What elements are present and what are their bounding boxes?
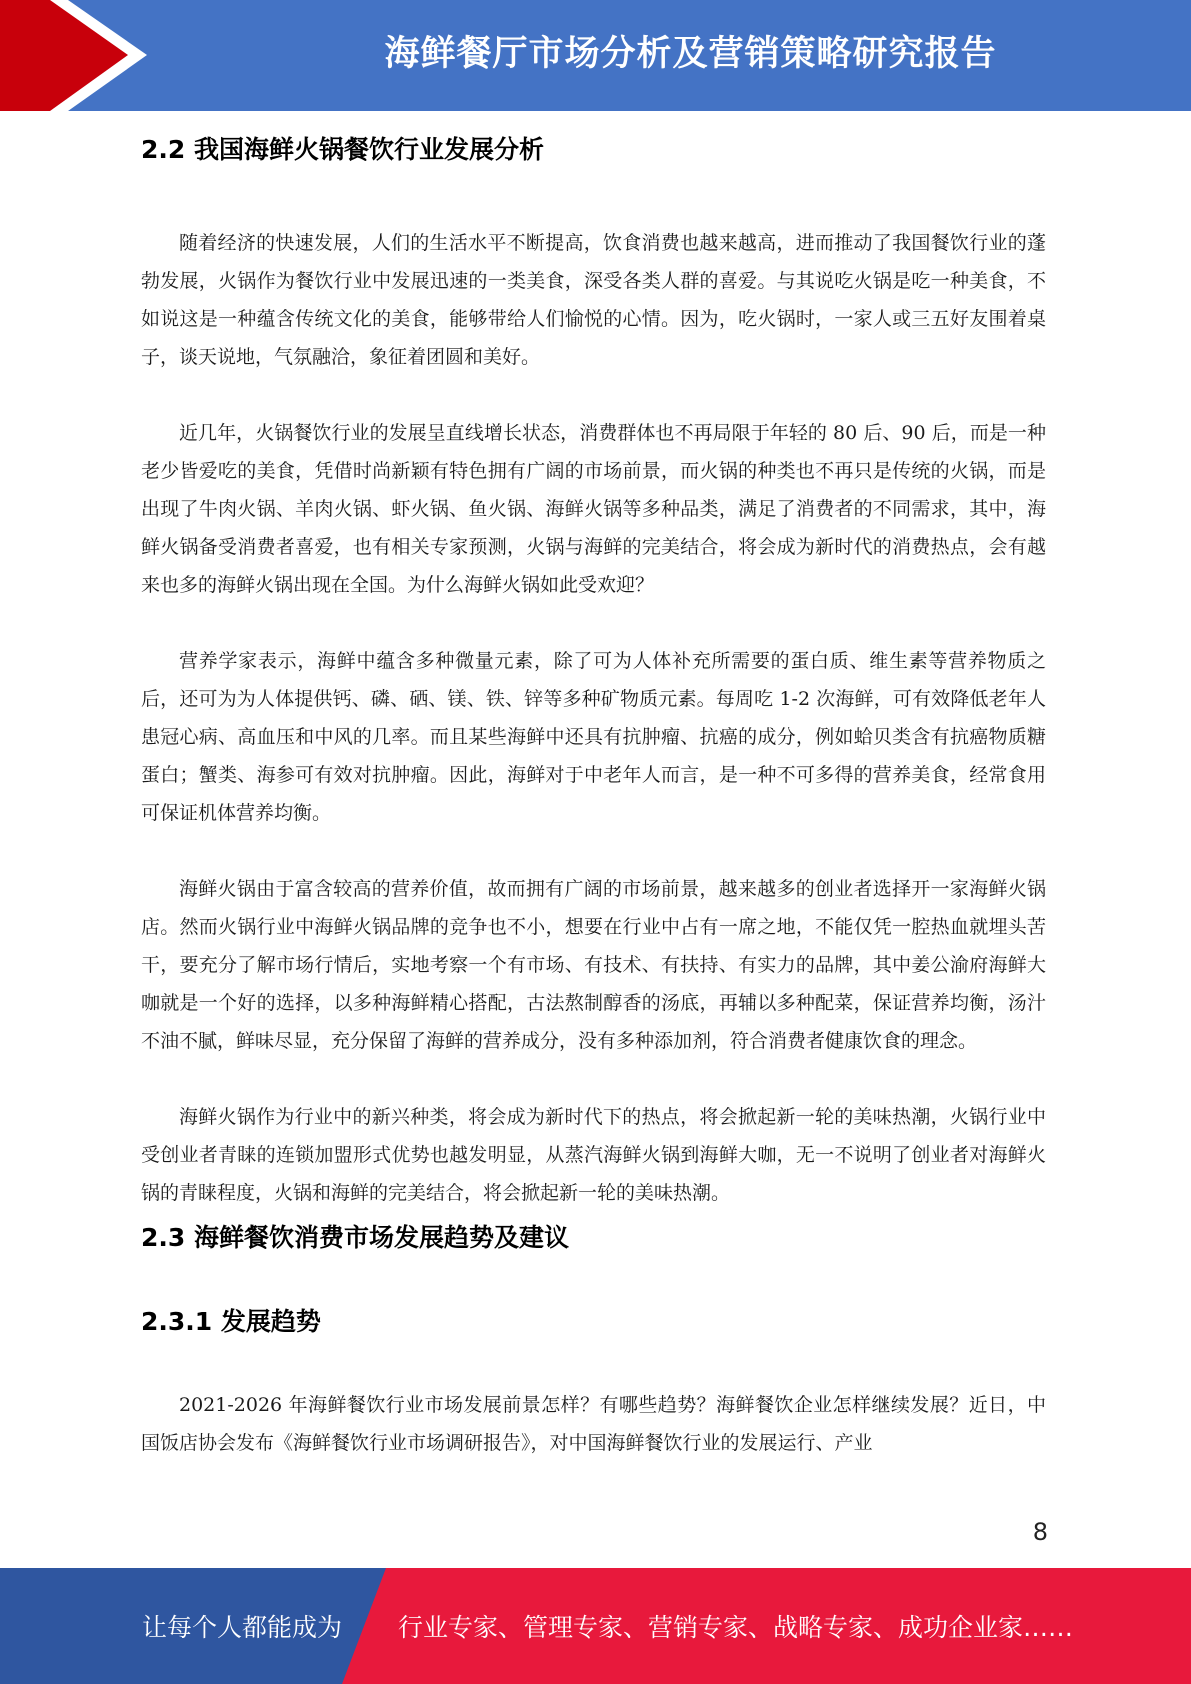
paragraph: 随着经济的快速发展，人们的生活水平不断提高，饮食消费也越来越高，进而推动了我国餐饮行业的蓬勃发展，火锅作为餐饮行业中发展迅速的一类美食，深受各类人群的喜爱。与其说吃火锅是吃一种美食，不如说这是一种蕴含传统文化的美食，能够带给人们愉悦的心情。因为，吃火锅时，一家人或三五好友围着桌子，谈天说地，气氛融洽，象征着团圆和美好。 <box>141 232 1046 368</box>
header-chevron <box>0 0 128 111</box>
paragraph: 海鲜火锅由于富含较高的营养价值，故而拥有广阔的市场前景，越来越多的创业者选择开一家海鲜火锅店。然而火锅行业中海鲜火锅品牌的竞争也不小，想要在行业中占有一席之地，不能仅凭一腔热血就埋头苦干，要充分了解市场行情后，实地考察一个有市场、有技术、有扶持、有实力的品牌，其中姜公渝府海鲜大咖就是一个好的选择，以多种海鲜精心搭配，古法熬制醇香的汤底，再辅以多种配菜，保证营养均衡，汤汁不油不腻，鲜味尽显，充分保留了海鲜的营养成分，没有多种添加剂，符合消费者健康饮食的理念。 <box>141 878 1046 1052</box>
paragraph: 营养学家表示，海鲜中蕴含多种微量元素，除了可为人体补充所需要的蛋白质、维生素等营养物质之后，还可为为人体提供钙、磷、硒、镁、铁、锌等多种矿物质元素。每周吃 1-2 次海鲜，可有效降低老年人患冠心病、高血压和中风的几率。而且某些海鲜中还具有抗肿瘤、抗癌的成分，例如蛤贝类含有抗癌物质糖蛋白；蟹类、海参可有效对抗肿瘤。因此，海鲜对于中老年人而言，是一种不可多得的营养美食，经常食用可保证机体营养均衡。 <box>141 650 1046 824</box>
footer-slogan-right: 行业专家、管理专家、营销专家、战略专家、成功企业家…… <box>398 1613 1074 1642</box>
paragraph: 近几年，火锅餐饮行业的发展呈直线增长状态，消费群体也不再局限于年轻的 80 后、90 后，而是一种老少皆爱吃的美食，凭借时尚新颖有特色拥有广阔的市场前景，而火锅的种类也不再只是传统的火锅，而是出现了牛肉火锅、羊肉火锅、虾火锅、鱼火锅、海鲜火锅等多种品类，满足了消费者的不同需求，其中，海鲜火锅备受消费者喜爱，也有相关专家预测，火锅与海鲜的完美结合，将会成为新时代的消费热点，会有越来也多的海鲜火锅出现在全国。为什么海鲜火锅如此受欢迎？ <box>141 422 1046 596</box>
section-heading-2-3: 2.3 海鲜餐饮消费市场发展趋势及建议 <box>141 1223 569 1252</box>
page-number: 8 <box>1032 1518 1048 1546</box>
header-banner <box>0 0 1191 111</box>
paragraph: 海鲜火锅作为行业中的新兴种类，将会成为新时代下的热点，将会掀起新一轮的美味热潮，火锅行业中受创业者青睐的连锁加盟形式优势也越发明显，从蒸汽海鲜火锅到海鲜大咖，无一不说明了创业者对海鲜火锅的青睐程度，火锅和海鲜的完美结合，将会掀起新一轮的美味热潮。 <box>141 1106 1046 1204</box>
section-heading-2-2: 2.2 我国海鲜火锅餐饮行业发展分析 <box>141 135 544 164</box>
paragraph: 2021-2026 年海鲜餐饮行业市场发展前景怎样？有哪些趋势？海鲜餐饮企业怎样继续发展？近日，中国饭店协会发布《海鲜餐饮行业市场调研报告》，对中国海鲜餐饮行业的发展运行、产业 <box>141 1394 1046 1454</box>
footer-slogan-left: 让每个人都能成为 <box>142 1613 343 1642</box>
main-content <box>141 128 1046 1462</box>
section-heading-2-3-1: 2.3.1 发展趋势 <box>141 1307 321 1336</box>
footer-banner <box>0 1568 1191 1684</box>
report-title: 海鲜餐厅市场分析及营销策略研究报告 <box>384 34 997 74</box>
